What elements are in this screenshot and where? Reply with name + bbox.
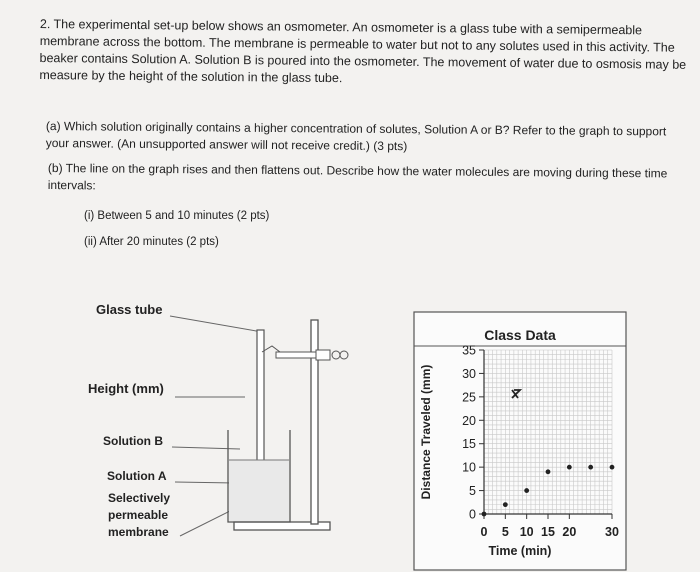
y-tick-label: 10 <box>462 460 476 475</box>
question-intro: 2. The experimental set-up below shows an osmometer. An osmometer is a glass tube with a semipermeable membrane across the bottom. The membrane is permeable to water but not to any solutes used in this activity. The beaker contains Solution A. Solution B is poured into the osmometer. The movement of water due to osmosis may be measure by the height of the solution in the glass tube. <box>39 16 687 86</box>
y-tick-label: 30 <box>462 366 476 381</box>
chart-ylabel: Distance Traveled (mm) <box>419 364 433 500</box>
label-membrane-2: permeable <box>108 508 169 522</box>
y-tick-label: 20 <box>462 413 476 428</box>
data-point <box>567 465 572 470</box>
x-tick-label: 10 <box>519 525 534 539</box>
question-sub-i: (i) Between 5 and 10 minutes (2 pts) <box>84 210 270 222</box>
label-solution-b: Solution B <box>103 434 163 448</box>
y-tick-label: 0 <box>469 507 476 522</box>
y-tick-label: 35 <box>462 343 476 358</box>
data-point <box>588 465 593 470</box>
x-tick-label: 5 <box>501 525 509 539</box>
x-tick-label: 20 <box>562 525 577 539</box>
y-tick-label: 15 <box>462 437 476 452</box>
data-point <box>524 488 529 493</box>
label-membrane-1: Selectively <box>108 491 171 505</box>
chart-title: Class Data <box>484 327 556 343</box>
x-tick-label: 0 <box>480 525 488 539</box>
data-point <box>610 465 615 470</box>
x-tick-label: 30 <box>605 525 619 539</box>
label-height: Height (mm) <box>88 381 164 396</box>
y-tick-label: 5 <box>469 484 476 499</box>
data-point <box>482 512 487 517</box>
question-part-a: (a) Which solution originally contains a higher concentration of solutes, Solution A or B? Refer to the graph to support your answer. (An unsupported answer will not receive credit.) (3 pts) <box>45 118 667 154</box>
label-glass-tube: Glass tube <box>96 302 163 317</box>
question-sub-ii: (ii) After 20 minutes (2 pts) <box>84 236 219 248</box>
data-point <box>546 469 551 474</box>
y-tick-label: 25 <box>462 390 476 405</box>
data-point <box>503 502 508 507</box>
label-membrane-3: membrane <box>108 525 169 539</box>
question-part-b: (b) The line on the graph rises and then flattens out. Describe how the water molecules are moving during these time intervals: <box>47 160 668 193</box>
label-solution-a: Solution A <box>107 469 167 483</box>
chart-xlabel: Time (min) <box>488 544 552 558</box>
x-tick-label: 15 <box>541 525 555 539</box>
